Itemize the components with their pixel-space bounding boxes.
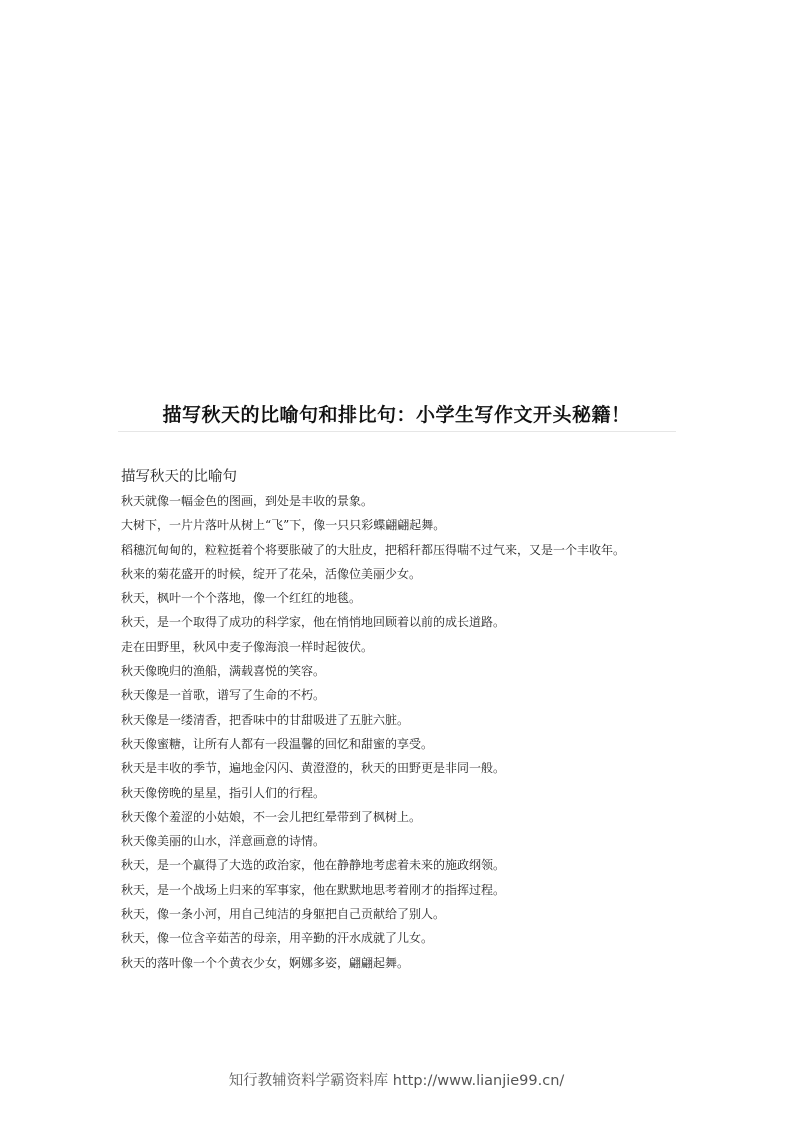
footer-watermark: 知行教辅资料学霸资料库 http://www.lianjie99.cn/ bbox=[228, 1073, 565, 1089]
sentence-line: 秋天像美丽的山水，洋意画意的诗情。 bbox=[121, 834, 326, 849]
sentence-line: 秋天像是一首歌，谱写了生命的不朽。 bbox=[121, 688, 326, 703]
sentence-line: 秋天像晚归的渔船，满载喜悦的笑容。 bbox=[121, 664, 326, 679]
sentence-line: 秋天，是一个取得了成功的科学家，他在悄悄地回顾着以前的成长道路。 bbox=[121, 615, 506, 630]
sentence-line: 秋天是丰收的季节，遍地金闪闪、黄澄澄的，秋天的田野更是非同一般。 bbox=[121, 761, 506, 776]
sentence-line: 秋天的落叶像一个个黄衣少女，婀娜多姿，翩翩起舞。 bbox=[121, 955, 410, 970]
sentence-line: 稻穗沉甸甸的，粒粒挺着个将要胀破了的大肚皮，把稻秆都压得喘不过气来，又是一个丰收年。 bbox=[121, 542, 626, 557]
sentence-line: 秋天，枫叶一个个落地，像一个红红的地毯。 bbox=[121, 591, 362, 606]
sentence-line: 秋天像个羞涩的小姑娘，不一会儿把红晕带到了枫树上。 bbox=[121, 809, 422, 824]
sentence-list bbox=[121, 489, 677, 975]
title-divider bbox=[118, 431, 676, 432]
sentence-line: 秋天，是一个赢得了大选的政治家，他在静静地考虑着未来的施政纲领。 bbox=[121, 858, 506, 873]
section-heading: 描写秋天的比喻句 bbox=[121, 469, 237, 485]
sentence-line: 秋天，像一条小河，用自己纯洁的身躯把自己贡献给了别人。 bbox=[121, 907, 446, 922]
sentence-line: 秋来的菊花盛开的时候，绽开了花朵，活像位美丽少女。 bbox=[121, 566, 422, 581]
sentence-line: 秋天，像一位含辛茹苦的母亲，用辛勤的汗水成就了儿女。 bbox=[121, 931, 434, 946]
article-body bbox=[121, 465, 677, 975]
sentence-line: 秋天像是一缕清香，把香味中的甘甜吸进了五脏六脏。 bbox=[121, 712, 410, 727]
sentence-line: 大树下，一片片落叶从树上“飞”下，像一只只彩蝶翩翩起舞。 bbox=[121, 518, 446, 533]
sentence-line: 走在田野里，秋风中麦子像海浪一样时起彼伏。 bbox=[121, 639, 374, 654]
sentence-line: 秋天像蜜糖，让所有人都有一段温馨的回忆和甜蜜的享受。 bbox=[121, 736, 434, 751]
document-title: 描写秋天的比喻句和排比句：小学生写作文开头秘籍！ bbox=[162, 403, 631, 426]
sentence-line: 秋天像傍晚的星星，指引人们的行程。 bbox=[121, 785, 326, 800]
sentence-line: 秋天，是一个战场上归来的军事家，他在默默地思考着刚才的指挥过程。 bbox=[121, 882, 506, 897]
sentence-line: 秋天就像一幅金色的图画，到处是丰收的景象。 bbox=[121, 494, 374, 508]
